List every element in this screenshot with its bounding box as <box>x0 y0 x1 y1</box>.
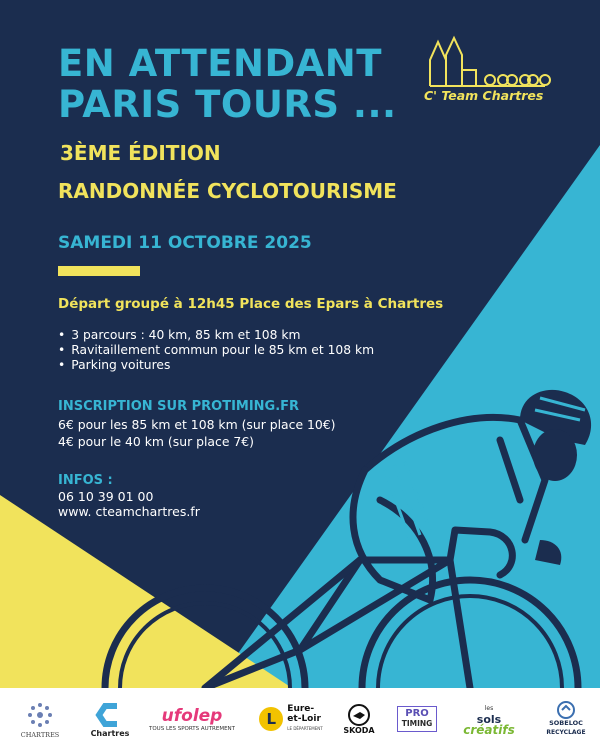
ufolep-logo-text: ufolep <box>161 706 223 726</box>
price-long: 6€ pour les 85 km et 108 km (sur place 10€) <box>58 417 336 432</box>
sponsor-sols-creatifs <box>448 688 530 750</box>
sobeloc-recycle-icon <box>556 701 576 719</box>
website-link[interactable]: www. cteamchartres.fr <box>58 504 200 519</box>
eure-line1: Eure- <box>287 704 315 714</box>
title-line-2: PARIS TOURS ... <box>58 83 397 126</box>
list-item: • 3 parcours : 40 km, 85 km et 108 km <box>58 328 374 343</box>
chartres-emblem-icon <box>25 699 55 731</box>
price-short: 4€ pour le 40 km (sur place 7€) <box>58 434 254 449</box>
sols-line1: les <box>484 704 494 712</box>
event-date: SAMEDI 11 OCTOBRE 2025 <box>58 233 312 253</box>
sponsor-chartres-city <box>16 688 64 750</box>
eure-logo-icon: L <box>259 707 283 731</box>
club-logo-text: C' Team Chartres <box>424 88 544 103</box>
list-item: • Ravitaillement commun pour le 85 km et 108 km <box>58 343 374 358</box>
sponsor-sobeloc <box>538 688 594 750</box>
depart-info: Départ groupé à 12h45 Place des Epars à Chartres <box>58 296 444 312</box>
sponsor-eure-et-loir <box>254 688 328 750</box>
protiming-line2: TIMING <box>401 719 433 728</box>
eure-line2: et-Loir <box>287 714 321 724</box>
protiming-box <box>397 706 438 732</box>
inscription-heading: INSCRIPTION SUR PROTIMING.FR <box>58 399 300 414</box>
skoda-label: SKODA <box>343 725 375 735</box>
list-item: • Parking voitures <box>58 358 374 373</box>
sponsors-footer <box>0 688 600 750</box>
protiming-line1: PRO <box>405 708 429 719</box>
ufolep-tagline: TOUS LES SPORTS AUTREMENT <box>148 726 236 732</box>
sponsor-ufolep <box>150 688 234 750</box>
sponsor-chartres-metropole <box>86 688 134 750</box>
chartres-c-icon <box>95 701 125 729</box>
sols-line3: créatifs <box>463 722 515 737</box>
sobeloc-line2: RECYCLAGE <box>546 729 586 736</box>
phone-number: 06 10 39 01 00 <box>58 489 154 504</box>
subtitle: RANDONNÉE CYCLOTOURISME <box>58 179 397 203</box>
sols-line2: sols <box>476 712 502 726</box>
edition: 3ÈME ÉDITION <box>60 141 221 165</box>
infos-heading: INFOS : <box>58 473 113 488</box>
sponsor-protiming <box>396 688 438 750</box>
chartres-city-label: CHARTRES <box>20 731 60 739</box>
chartres-metro-label: Chartres <box>90 728 130 738</box>
sobeloc-line1: SOBELOC <box>549 719 583 727</box>
skoda-emblem-icon <box>348 704 370 726</box>
title-line-1: EN ATTENDANT <box>58 42 383 85</box>
sponsor-skoda <box>334 688 384 750</box>
eure-tagline: LE DÉPARTEMENT <box>287 726 323 731</box>
